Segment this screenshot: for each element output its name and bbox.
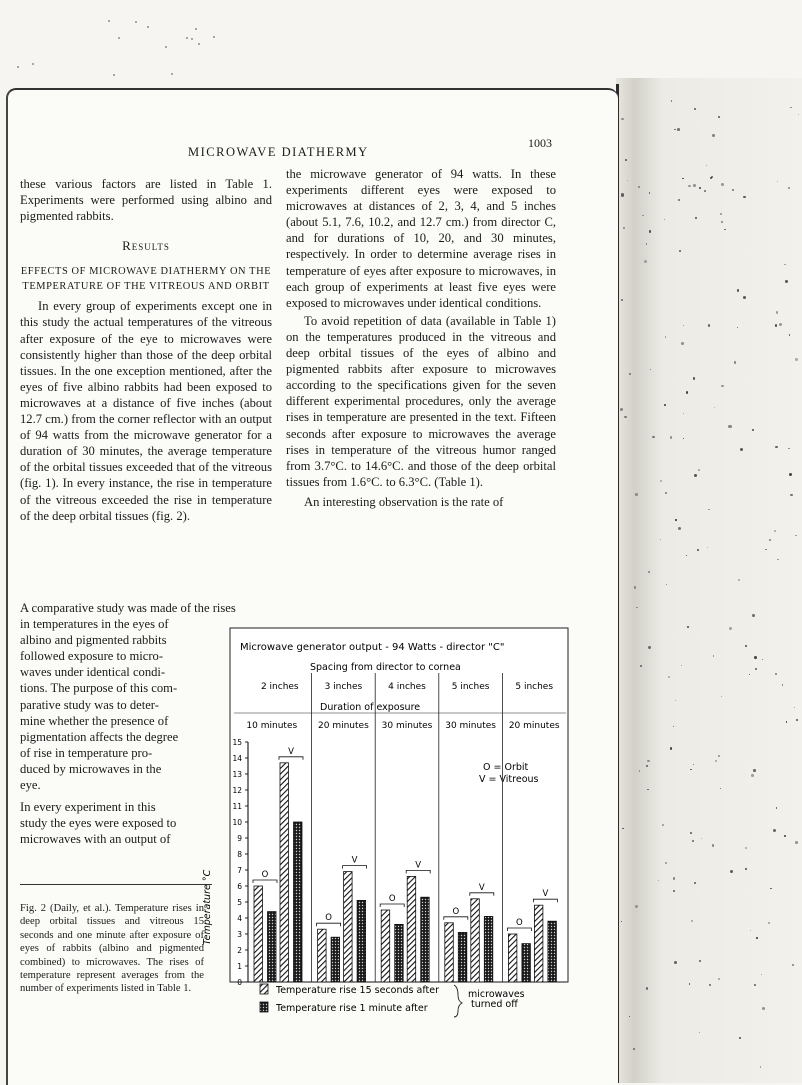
y-tick-label: 2 — [237, 946, 242, 955]
print-speck — [776, 311, 778, 313]
print-speck — [662, 824, 664, 826]
print-speck — [660, 480, 662, 482]
running-title: MICROWAVE DIATHERMY — [188, 145, 369, 159]
text-line: study the eyes were exposed to — [20, 816, 177, 831]
spacing-label: 5 inches — [451, 682, 490, 692]
print-speck — [648, 571, 650, 573]
print-speck — [789, 473, 792, 476]
print-speck — [674, 129, 675, 130]
results-paragraph: In every group of experiments except one in this study the actual temperatures of the vitreous after exposure of the eye to microwaves were consistently higher than those of the deep orbital tissues. In the one exception mentioned, after the eyes of five albino rabbits had been exposed to microwaves at a distance of five inches (about 12.7 cm.) from the corner reflector with an output of 94 watts from the microwave generator for a duration of 30 minutes, the average temperature of the orbital tissues exceeded that of the vitreous (fig. 1). In every instance, the rise in temperature of the vitreous exceeded the rise in temperature of the deep orbital tissues (fig. 2). — [20, 299, 272, 523]
print-speck — [694, 882, 696, 884]
y-tick-label: 4 — [237, 914, 242, 923]
print-speck — [670, 436, 672, 438]
vitreous-bar-15s — [344, 872, 353, 982]
orbit-bar-15s — [445, 923, 454, 982]
print-speck — [679, 250, 681, 252]
orbit-bar-1min — [458, 932, 467, 982]
text-line: eye. — [20, 778, 41, 793]
intro-text: these various factors are listed in Table 1. Experiments were performed using albino and pigmented rabbits. — [20, 177, 272, 224]
print-speck — [688, 185, 690, 187]
print-speck — [195, 28, 197, 30]
orbit-marker: O — [516, 918, 523, 928]
print-speck — [752, 614, 755, 617]
spacing-header: Spacing from director to cornea — [310, 662, 461, 673]
orbit-bar-15s — [318, 929, 327, 982]
y-tick-label: 5 — [237, 898, 242, 907]
print-speck — [708, 509, 709, 510]
print-speck — [649, 230, 652, 233]
print-speck — [745, 847, 747, 849]
vitreous-bar-15s — [471, 899, 480, 982]
y-tick-label: 9 — [237, 834, 242, 843]
spacing-label: 5 inches — [515, 682, 554, 692]
print-speck — [754, 984, 756, 986]
y-tick-label: 15 — [232, 738, 242, 747]
spacing-label: 4 inches — [388, 682, 426, 692]
y-axis-label: Temperature °C — [202, 869, 213, 945]
print-speck — [627, 180, 628, 181]
print-speck — [712, 844, 714, 846]
print-speck — [213, 36, 215, 38]
print-speck — [790, 494, 793, 497]
duration-header: Duration of exposure — [320, 702, 421, 713]
print-speck — [32, 63, 34, 65]
print-speck — [732, 189, 734, 191]
vitreous-marker: V — [542, 889, 549, 900]
print-speck — [17, 66, 19, 68]
page-number: 1003 — [528, 136, 552, 150]
legend-vitreous: V = Vitreous — [479, 774, 539, 785]
vitreous-bar-1min — [484, 916, 493, 982]
print-speck — [673, 877, 675, 879]
text-line: In every experiment in this — [20, 800, 156, 815]
text-line: microwaves with an output of — [20, 832, 171, 847]
chart-title: Microwave generator output - 94 Watts - director "C" — [240, 642, 505, 653]
print-speck — [694, 474, 697, 477]
y-tick-label: 13 — [232, 770, 242, 779]
chart-svg — [202, 625, 572, 1017]
text-line: mine whether the presence of — [20, 713, 169, 728]
print-speck — [751, 774, 754, 777]
duration-label: 20 minutes — [318, 721, 369, 731]
print-speck — [795, 535, 796, 536]
text-line: albino and pigmented rabbits — [20, 633, 167, 648]
print-speck — [113, 74, 115, 76]
text-line: pigmentation affects the degree — [20, 729, 179, 744]
duration-label: 30 minutes — [381, 721, 433, 731]
y-tick-label: 11 — [232, 802, 242, 811]
duration-label: 10 minutes — [246, 721, 298, 731]
print-speck — [704, 190, 706, 192]
duration-label: 20 minutes — [508, 721, 560, 731]
print-speck — [745, 645, 747, 647]
print-speck — [108, 20, 110, 22]
print-speck — [756, 937, 758, 939]
y-tick-label: 14 — [232, 754, 242, 763]
orbit-bar-15s — [508, 934, 517, 982]
right-column — [286, 166, 556, 510]
print-speck — [720, 213, 722, 215]
vitreous-bar-1min — [421, 897, 430, 982]
print-speck — [673, 890, 675, 892]
print-speck — [677, 128, 680, 131]
print-speck — [774, 530, 776, 532]
print-speck — [750, 930, 751, 931]
print-speck — [191, 38, 193, 40]
legend-series-1min: Temperature rise 1 minute after — [276, 1003, 428, 1014]
vitreous-marker: V — [478, 882, 485, 893]
print-speck — [754, 656, 757, 659]
section-heading-results: Results — [122, 238, 170, 254]
spacing-label: 3 inches — [324, 682, 363, 692]
print-speck — [621, 921, 622, 922]
text-line: duced by microwaves in the — [20, 761, 162, 776]
print-speck — [724, 229, 726, 231]
vitreous-bar-1min — [548, 921, 557, 982]
print-speck — [737, 289, 739, 291]
comparative-paragraph — [20, 616, 196, 847]
legend-swatch-1min — [260, 1002, 268, 1012]
vitreous-bar-1min — [294, 822, 303, 982]
print-speck — [786, 721, 788, 723]
print-speck — [773, 829, 776, 832]
vitreous-marker: V — [351, 855, 358, 866]
text-line: followed exposure to micro- — [20, 649, 164, 664]
print-speck — [634, 586, 636, 588]
vitreous-marker: V — [288, 746, 294, 757]
print-speck — [635, 493, 637, 495]
right-paragraph-1: the microwave generator of 94 watts. In these experiments different eyes were exposed to microwaves at distances of 2, 3, 4, and 5 inches (about 5.1, 7.6, 10.2, and 12.7 cm.) from director C, and for durations of 10, 20, and 30 minutes, respectively. In order to determine average rises in temperature of eyes after exposure to microwaves, in each group of experiments at least five eyes were exposed to microwaves under identical conditions. — [286, 167, 556, 310]
spacing-label: 2 inches — [260, 682, 299, 692]
legend-swatch-15s — [260, 984, 268, 994]
print-speck — [621, 118, 623, 120]
vitreous-bar-15s — [280, 763, 289, 982]
legend-orbit: O = Orbit — [483, 762, 529, 773]
orbit-bar-1min — [268, 912, 277, 982]
print-speck — [711, 176, 713, 178]
orbit-bar-1min — [522, 944, 531, 982]
print-speck — [692, 840, 694, 842]
text-line: parative study was to deter- — [20, 697, 159, 712]
left-column — [20, 176, 272, 524]
y-tick-label: 0 — [237, 978, 242, 987]
print-speck — [785, 280, 787, 282]
y-tick-label: 12 — [232, 786, 242, 795]
print-speck — [675, 519, 676, 520]
y-tick-label: 6 — [237, 882, 242, 891]
caption-rule — [20, 884, 212, 885]
print-speck — [147, 26, 149, 28]
print-speck — [171, 73, 173, 75]
right-paragraph-3: An interesting observation is the rate of — [304, 494, 504, 509]
print-speck — [664, 219, 665, 220]
duration-label: 30 minutes — [445, 721, 496, 731]
print-speck — [198, 43, 200, 45]
orbit-marker: O — [261, 870, 269, 880]
orbit-marker: O — [452, 906, 460, 917]
vitreous-bar-15s — [407, 876, 416, 982]
text-line: waves under identical condi- — [20, 665, 166, 680]
print-speck — [775, 324, 777, 326]
vitreous-marker: V — [415, 860, 422, 871]
orbit-bar-1min — [395, 924, 404, 982]
print-speck — [788, 448, 790, 450]
print-speck — [784, 835, 786, 837]
y-tick-label: 8 — [237, 850, 242, 859]
print-speck — [707, 547, 708, 548]
print-speck — [762, 659, 763, 660]
print-speck — [652, 436, 655, 439]
text-line: of rise in temperature pro- — [20, 745, 153, 760]
orbit-marker: O — [388, 894, 396, 904]
print-speck — [165, 46, 167, 48]
print-speck — [681, 342, 684, 345]
print-speck — [665, 862, 667, 864]
print-speck — [621, 193, 624, 196]
orbit-marker: O — [325, 913, 332, 924]
print-speck — [745, 868, 747, 870]
print-speck — [648, 646, 650, 648]
print-speck — [708, 324, 711, 327]
print-speck — [646, 243, 647, 244]
vitreous-bar-15s — [534, 905, 543, 982]
print-speck — [624, 416, 626, 418]
text-line: in temperatures in the eyes of — [20, 617, 169, 632]
print-speck — [118, 37, 120, 39]
print-speck — [693, 184, 696, 187]
vitreous-bar-1min — [357, 900, 366, 982]
print-speck — [186, 37, 188, 39]
print-speck — [625, 159, 627, 161]
print-speck — [718, 755, 720, 757]
figure-2-chart — [202, 625, 572, 1017]
print-speck — [729, 627, 732, 630]
comparative-study-line: A comparative study was made of the rises — [20, 601, 236, 615]
y-tick-label: 3 — [237, 930, 242, 939]
section-subheading: EFFECTS OF MICROWAVE DIATHERMY ON THE TEMPERATURE OF THE VITREOUS AND ORBIT — [20, 266, 272, 293]
y-tick-label: 10 — [232, 818, 242, 827]
text-line: tions. The purpose of this com- — [20, 681, 178, 696]
orbit-bar-15s — [381, 910, 390, 982]
print-speck — [646, 765, 648, 767]
legend-suffix: microwaves turned off — [468, 989, 525, 1010]
print-speck — [665, 492, 667, 494]
print-speck — [649, 192, 650, 193]
right-paragraph-2: To avoid repetition of data (available in Table 1) on the temperatures produced in the vitreous and deep orbital tissues of the eyes of albino and pigmented rabbits after exposure to microwaves according to the specifications given for the seven different experimental procedures, only the average rises in temperature are presented in the text. Fifteen seconds after exposure to microwaves the average rises in temperature of the vitreous humor ranged from 3.7°C. to 14.6°C. and those of the deep orbital tissues from 1.6°C. to 6.3°C. (Table 1). — [286, 313, 556, 489]
legend-brace — [454, 985, 462, 1017]
print-speck — [792, 964, 794, 966]
orbit-bar-1min — [331, 937, 340, 982]
print-speck — [621, 299, 623, 301]
legend-series-15s: Temperature rise 15 seconds after — [276, 985, 439, 996]
figure-caption: Fig. 2 (Daily, et al.). Temperature rises in deep orbital tissues and vitreous 15 seconds and one minute after exposure of eyes of rabbits (albino and pigmented combined) to microwaves. The rises of temperature represent averages from the number of experiments listed in Table 1. — [20, 903, 204, 995]
y-tick-label: 1 — [237, 962, 242, 971]
print-speck — [777, 181, 778, 182]
print-speck — [721, 183, 724, 186]
print-speck — [678, 199, 679, 200]
print-speck — [135, 21, 137, 23]
book-spine-shadow — [616, 78, 802, 1083]
y-tick-label: 7 — [237, 866, 242, 875]
orbit-bar-15s — [254, 886, 263, 982]
